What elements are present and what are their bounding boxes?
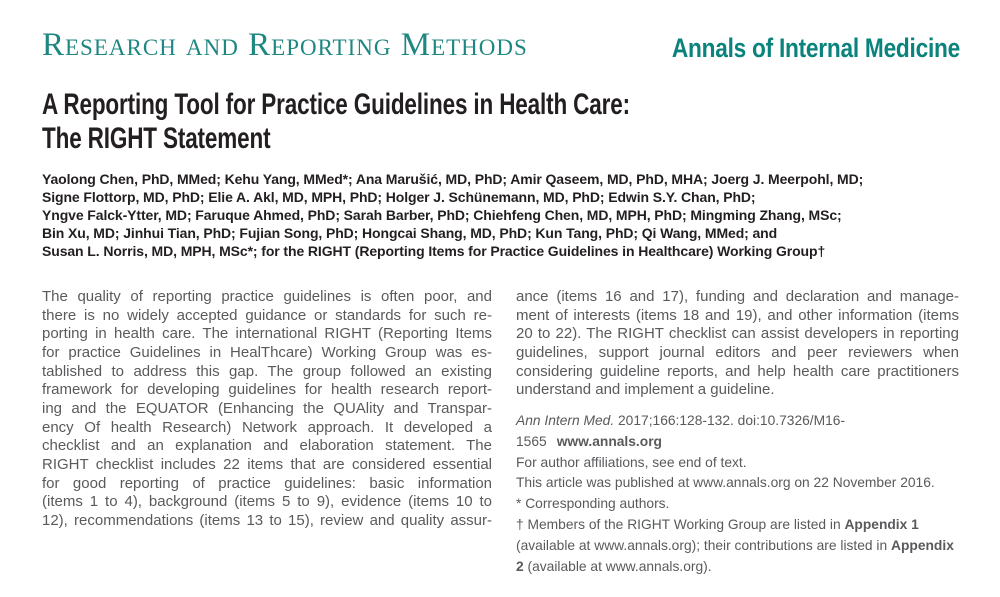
author-line: Yngve Falck-Ytter, MD; Faruque Ahmed, PhD; Sarah Barber, PhD; Chiehfeng Chen, MD, MPH, PhD; Mingming Zhang, MSc; (42, 206, 842, 223)
abstract-line: 12), recommendations (items 13 to 15), review and quality assur- (42, 511, 492, 529)
journal-logo: Annals of Internal Medicine (671, 33, 960, 63)
abstract-line: understand and implement a guideline. (516, 381, 775, 399)
author-line: Susan L. Norris, MD, MPH, MSc*; for the RIGHT (Reporting Items for Practice Guidelines in Healthcare) Working Group† (42, 242, 826, 259)
abstract-line: ment of interests (items 18 and 19), and other information (items (516, 306, 959, 324)
citation-details: 2017;166:128-132. doi:10.7326/M16-1565 (516, 412, 846, 449)
working-group-note (516, 515, 959, 577)
section-heading: Research and Reporting Methods (42, 27, 528, 63)
abstract-left-column (42, 288, 492, 531)
citation-reference (516, 411, 959, 453)
abstract-line: guidelines, support journal editors and peer reviewers when (516, 343, 959, 361)
title-line-2: The RIGHT Statement (42, 122, 271, 155)
abstract-line: RIGHT checklist includes 22 items that are considered essential (42, 455, 492, 473)
appendix-2-ref: Appendix 2 (516, 537, 954, 574)
annals-url: www.annals.org (556, 433, 662, 449)
abstract-line: ing and the EQUATOR (Enhancing the QUAlity and Transpar- (42, 399, 492, 417)
author-line: Yaolong Chen, PhD, MMed; Kehu Yang, MMed*; Ana Marušić, MD, PhD; Amir Qaseem, MD, PhD, MHA; Joerg J. Meerpohl, MD; (42, 171, 864, 187)
abstract-line: ance (items 16 and 17), funding and declaration and manage- (516, 288, 959, 305)
citation-block (516, 411, 959, 577)
affiliations-note: For author affiliations, see end of text. (516, 454, 747, 470)
author-line: Bin Xu, MD; Jinhui Tian, PhD; Fujian Song, PhD; Hongcai Shang, MD, PhD; Kun Tang, PhD; Qi Wang, MMed; and (42, 224, 778, 241)
article-title (42, 88, 972, 156)
abstract-line: 20 to 22). The RIGHT checklist can assist developers in reporting (516, 325, 959, 343)
abstract-line: tablished to address this gap. The group followed an existing (42, 362, 492, 380)
abstract-line: ency Of health Research) Network approach. It developed a (42, 418, 492, 436)
abstract-line: framework for developing guidelines for health research report- (42, 381, 492, 399)
note-text: (available at www.annals.org). (523, 558, 712, 574)
abstract-line: considering guideline reports, and help health care practitioners (516, 362, 959, 380)
note-text: † Members of the RIGHT Working Group are listed in (516, 516, 845, 532)
abstract-right-column (516, 288, 959, 577)
abstract-line: there is no widely accepted guidance or standards for such re- (42, 306, 492, 324)
abstract-line: checklist and an explanation and elaboration statement. The (42, 437, 492, 455)
journal-abbrev: Ann Intern Med. (516, 412, 615, 428)
abstract-right-text (516, 288, 959, 400)
corresponding-note: * Corresponding authors. (516, 496, 670, 512)
appendix-1-ref: Appendix 1 (844, 516, 919, 532)
abstract-line: (items 1 to 4), background (items 5 to 9), evidence (items 10 to (42, 493, 492, 511)
abstract-line: for practice Guidelines in HealThcare) Working Group was es- (42, 343, 492, 361)
note-text: (available at www.annals.org); their contributions are listed in (516, 537, 892, 553)
abstract-line: The quality of reporting practice guidelines is often poor, and (42, 288, 492, 305)
abstract-line: for good reporting of practice guidelines: basic information (42, 474, 492, 492)
abstract-line: porting in health care. The international RIGHT (Reporting Items (42, 325, 492, 343)
published-note: This article was published at www.annals.org on 22 November 2016. (516, 475, 935, 491)
author-line: Signe Flottorp, MD, PhD; Elie A. Akl, MD, MPH, PhD; Holger J. Schünemann, MD, PhD; Edwin S.Y. Chan, PhD; (42, 188, 756, 205)
author-list (42, 171, 982, 261)
title-line-1: A Reporting Tool for Practice Guidelines in Health Care: (42, 88, 630, 121)
